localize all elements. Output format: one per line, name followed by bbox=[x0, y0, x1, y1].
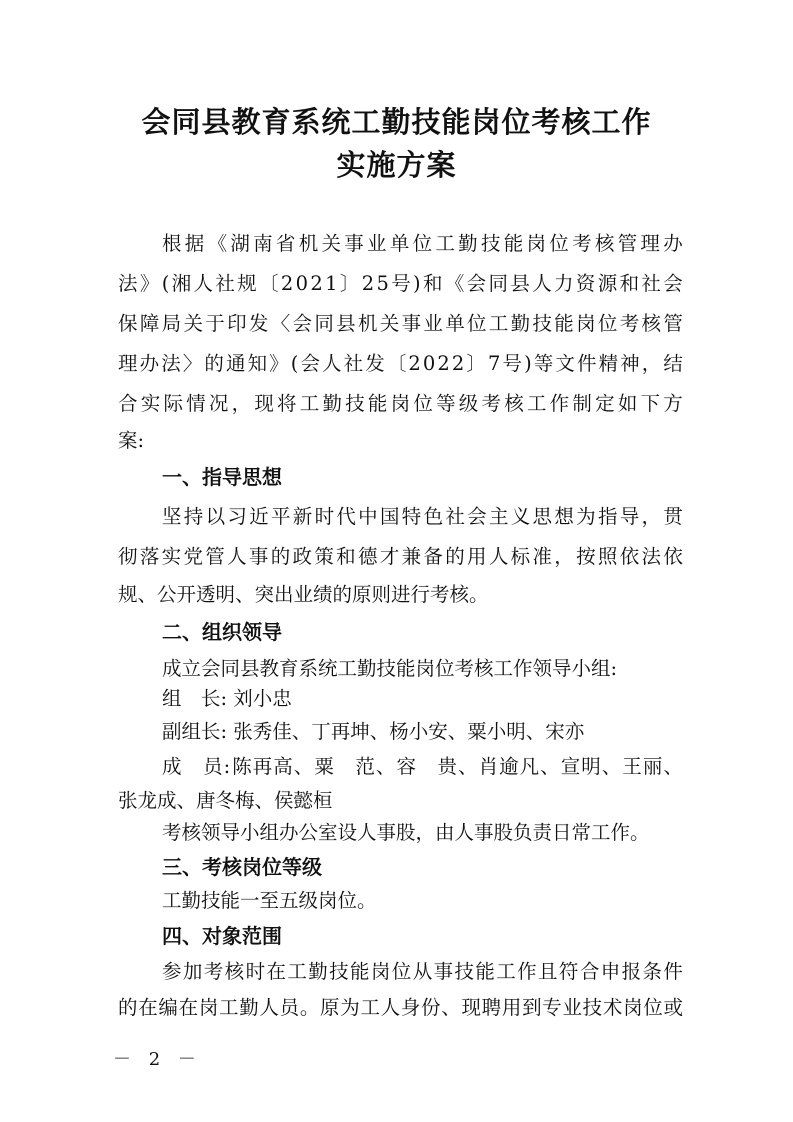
section2-deputy-leaders: 副组长: 张秀佳、丁再坤、杨小安、粟小明、宋亦 bbox=[162, 720, 585, 743]
section2-leader: 组 长: 刘小忠 bbox=[162, 687, 292, 710]
section3-heading: 三、考核岗位等级 bbox=[162, 855, 322, 879]
section3-body: 工勤技能一至五级岗位。 bbox=[162, 889, 377, 912]
section1-line-3: 规、公开透明、突出业绩的原则进行考核。 bbox=[118, 583, 489, 606]
section4-line-1: 参 加 考 核 时 在 工 勤 技 能 岗 位 从 事 技 能 工 作 且 符 合 申 报 条 件 bbox=[162, 960, 683, 983]
intro-line-5: 合 实 际 情 况 ， 现 将 工 勤 技 能 岗 位 等 级 考 核 工 作 制 定 如 下 方 bbox=[118, 392, 683, 415]
section1-heading: 一、指导思想 bbox=[162, 465, 282, 489]
intro-line-2: 法 》 ( 湘 人 社 规 〔 2 0 2 1 〕 2 5 号 ) 和 《 会 同 县 人 力 资 源 和 社 会 bbox=[118, 272, 683, 295]
section2-office: 考核领导小组办公室设人事股，由人事股负责日常工作。 bbox=[162, 821, 650, 844]
section2-members-cont: 张龙成、唐冬梅、侯懿桓 bbox=[118, 789, 333, 812]
page-number: － 2 － bbox=[113, 1049, 202, 1070]
section2-members: 成 员 : 陈 再 高 、 粟 范 、 容 贵 、 肖 逾 凡 、 宣 明 、 王 丽 、 bbox=[162, 755, 683, 778]
document-title-line2: 实施方案 bbox=[336, 148, 457, 182]
section2-line-1: 成立会同县教育系统工勤技能岗位考核工作领导小组: bbox=[162, 657, 618, 680]
section4-line-2: 的 在 编 在 岗 工 勤 人 员 。 原 为 工 人 身 份 、 现 聘 用 到 专 业 技 术 岗 位 或 bbox=[118, 996, 683, 1019]
section1-line-1: 坚 持 以 习 近 平 新 时 代 中 国 特 色 社 会 主 义 思 想 为 指 导 ， 贯 bbox=[162, 505, 683, 528]
intro-line-4: 理 办 法 〉 的 通 知 》 ( 会 人 社 发 〔 2 0 2 2 〕 7 号 ) 等 文 件 精 神 ， 结 bbox=[118, 352, 683, 375]
document-title-line1: 会同县教育系统工勤技能岗位考核工作 bbox=[141, 105, 652, 139]
intro-line-6: 案: bbox=[118, 429, 145, 452]
intro-line-1: 根 据 《 湖 南 省 机 关 事 业 单 位 工 勤 技 能 岗 位 考 核 管 理 办 bbox=[162, 232, 683, 255]
section2-heading: 二、组织领导 bbox=[162, 620, 282, 644]
section4-heading: 四、对象范围 bbox=[162, 924, 282, 948]
section1-line-2: 彻 落 实 党 管 人 事 的 政 策 和 德 才 兼 备 的 用 人 标 准 ， 按 照 依 法 依 bbox=[118, 545, 683, 568]
intro-line-3: 保 障 局 关 于 印 发 〈 会 同 县 机 关 事 业 单 位 工 勤 技 能 岗 位 考 核 管 bbox=[118, 312, 683, 335]
